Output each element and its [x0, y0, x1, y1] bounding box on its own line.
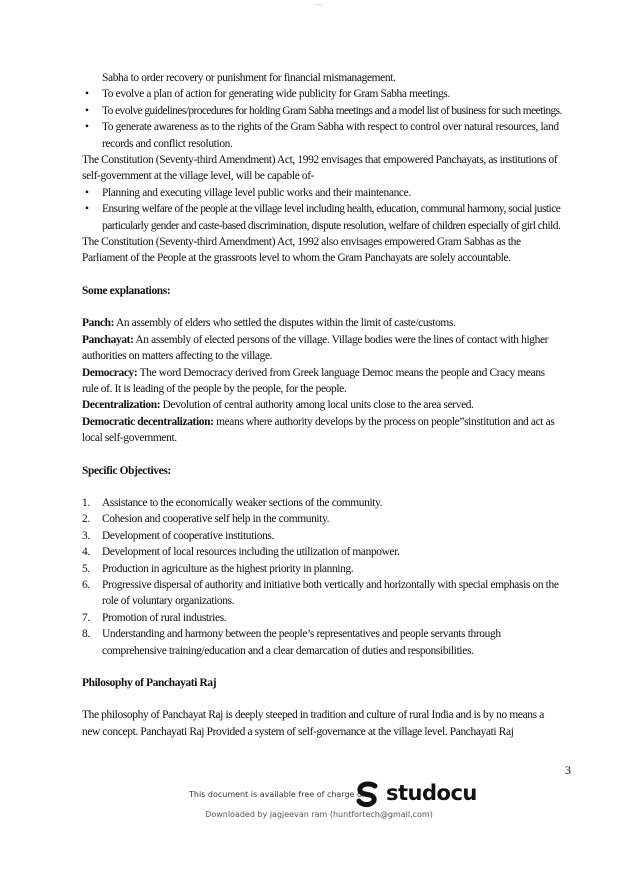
continuation-line: Sabha to order recovery or punishment for financial mismanagement.	[102, 72, 396, 84]
term-label: Panchayat:	[82, 333, 134, 346]
availability-text: This document is available free of charge on	[189, 790, 367, 799]
heading-explanations: Some explanations:	[82, 284, 171, 297]
studocu-brand-link[interactable]: studocu	[386, 781, 477, 805]
studocu-logo-icon[interactable]	[353, 780, 383, 810]
list-item: 1. Assistance to the economically weaker sections of the community.	[82, 496, 383, 509]
bullet-icon: •	[85, 121, 89, 134]
list-item: 4. Development of local resources including the utilization of manpower.	[82, 546, 400, 559]
objectives-list	[82, 495, 562, 659]
heading-philosophy: Philosophy of Panchayati Raj	[82, 677, 217, 689]
paragraph-philosophy: The philosophy of Panchayat Raj is deeply steeped in tradition and culture of rural India and is by no means a new concept. Panchayati Raj Provided a system of self-governance at the village level. Panchayati Raj	[82, 709, 544, 738]
list-item: • Planning and executing village level public works and their maintenance.	[82, 185, 562, 201]
term-label: Democratic decentralization:	[82, 415, 214, 428]
header-mark: —	[315, 0, 323, 9]
page-number: 3	[565, 763, 571, 777]
list-item: 2. Cohesion and cooperative self help in the community.	[82, 513, 330, 526]
list-item: • To evolve a plan of action for generating wide publicity for Gram Sabha meetings.	[82, 86, 562, 102]
list-item: 3. Development of cooperative institutions.	[82, 529, 275, 542]
bullet-icon: •	[85, 104, 89, 117]
list-item: 5. Production in agriculture as the highest priority in planning.	[82, 562, 354, 575]
definition-democratic-decentralization: Democratic decentralization: means where authority develops by the process on people”sinstitution and act as local self-government.	[82, 415, 555, 445]
term-label: Panch:	[82, 317, 115, 330]
list-item: 8. Understanding and harmony between the people’s representatives and people servants through comprehensive training/education and a clear demarcation of duties and responsibilities.	[82, 628, 501, 657]
term-label: Decentralization:	[82, 399, 161, 412]
paragraph-constitution-2: The Constitution (Seventy-third Amendment) Act, 1992 also envisages empowered Gram Sabhas as the Parliament of the People at the grassroots level to whom the Gram Panchayats are solely accountable.	[82, 236, 521, 265]
definition-panch: Panch: An assembly of elders who settled the disputes within the limit of caste/customs.	[82, 317, 456, 330]
list-item: • Ensuring welfare of the people at the village level including health, education, communal harmony, social justice particularly gender and caste-based discrimination, dispute resolution, welfare of children especially of girl child.	[85, 203, 561, 232]
list-item: 7. Promotion of rural industries.	[82, 611, 227, 624]
bullet-icon: •	[85, 186, 89, 199]
definition-panchayat: Panchayat: An assembly of elected persons of the village. Village bodies were the lines of contact with higher authorities on matters affecting to the village.	[82, 333, 549, 363]
definition-decentralization: Decentralization: Devolution of central authority among local units close to the area served.	[82, 399, 474, 412]
term-label: Democracy:	[82, 366, 138, 379]
bullet-icon: •	[85, 88, 89, 101]
page-body	[82, 70, 562, 740]
definition-democracy: Democracy: The word Democracy derived from Greek language Democ means the people and Cracy means rule of. It is leading of the people by the people, for the people.	[82, 366, 545, 395]
list-item: • To evolve guidelines/procedures for holding Gram Sabha meetings and a model list of business for such meetings.	[82, 103, 562, 119]
heading-objectives: Specific Objectives:	[82, 464, 171, 477]
list-item: 6. Progressive dispersal of authority and initiative both vertically and horizontally with special emphasis on the role of voluntary organizations.	[82, 578, 559, 608]
paragraph-constitution-1: The Constitution (Seventy-third Amendment) Act, 1992 envisages that empowered Panchayats, as institutions of self-government at the village level, will be capable of-	[82, 154, 558, 183]
list-item: • To generate awareness as to the rights of the Gram Sabha with respect to control over natural resources, land records and conflict resolution.	[85, 121, 559, 150]
bullet-list-gram-sabha	[82, 86, 562, 152]
bullet-icon: •	[85, 203, 89, 216]
downloaded-by-text: Downloaded by jagjeevan ram (huntfortech@gmail.com)	[205, 810, 433, 819]
bullet-list-capabilities	[82, 185, 562, 234]
